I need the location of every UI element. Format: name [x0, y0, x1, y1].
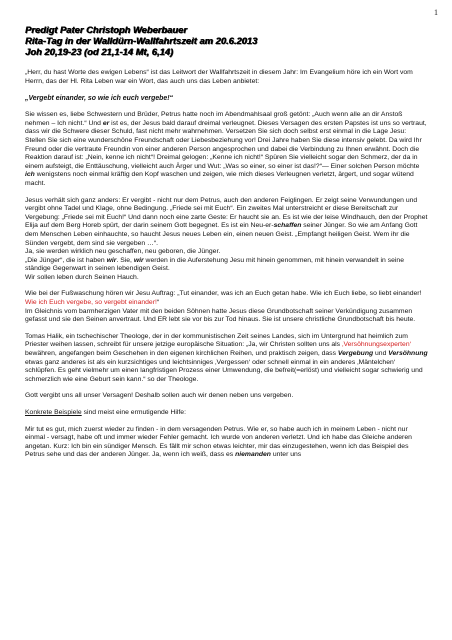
- text-run: Mir tut es gut, mich zuerst wieder zu finden - in dem versagenden Petrus. Wie er, so habe auch ich in meinem Leben - nicht nur einmal - versagt, habe oft und immer wieder Fehler gemacht. Ich wurde von anderen verletzt. Und ich habe das Gleiche anderen angetan. Kurz: Ich bin ein sündiger Mensch. Es fällt mir schon etwas leichter, mir das einzugestehen, wenn ich das Beispiel des Petrus sehe und das der anderen Jünger. Ja, wenn ich weiß, dass es: [25, 425, 412, 459]
- text-run: und: [373, 350, 389, 358]
- title-block: [25, 24, 428, 57]
- page-number: 1: [434, 8, 438, 17]
- underlined-text: Konkrete Beispiele: [25, 409, 82, 416]
- emphasis-vergebung: Vergebung: [337, 350, 374, 358]
- title-line-3: Joh 20,19-23 (od 21,1-14 Mt, 6,14): [25, 46, 173, 57]
- paragraph-6: [25, 409, 428, 418]
- text-run: unter uns: [270, 451, 302, 459]
- highlight-red: ‚Versöhnungsexperten‘: [341, 341, 412, 349]
- text-run: ist es, der Jesus bald darauf dreimal verleugnet. Dieses Versagen des ersten Papstes ist uns so vertraut, dass wir die Schwere dieser Schuld, fast nicht mehr wahrnehmen. Versetzen Sie sich doch selbst erst einmal in die Lage Jesu: Stellen Sie sich eine wunderschöne Freundschaft oder Liebesbeziehung vor! Drei Jahre haben Sie diese intensiv gelebt. Da wird Ihr Freund oder die vertraute Freundin von einer anderen Person angesprochen und dabei die Verbindung zu Ihnen erwähnt. Doch die Reaktion darauf ist: „Nein, kenne ich nicht“! Dreimal gelogen: „Kenne ich nicht!“ Spüren Sie vielleicht sogar den Schmerz, der da in einem aufsteigt, die Enttäuschung, vielleicht auch Ärger und Wut: „Was so einer, so einer ist das!?“— Einer solchen Person möchte: [25, 119, 427, 170]
- title-line-2: Rita-Tag in der Walldürn-Wallfahrtszeit am 20.6.2013: [25, 35, 258, 46]
- section-heading: „Vergebt einander, so wie ich euch vergebe!“: [25, 95, 173, 103]
- text-run: Sie wissen es, liebe Schwestern und Brüder, Petrus hatte noch im Abendmahlsaal groß getönt: „Auch wenn alle an dir Anstoß nehmen – Ich nicht.“ Und: [25, 111, 403, 127]
- text-run: “: [156, 299, 160, 307]
- text-run: . Sie,: [116, 256, 134, 264]
- emphasis-ich: ich: [25, 171, 35, 179]
- text-run: Wir sollen leben durch Seinen Hauch.: [25, 273, 139, 281]
- text-run: Tomas Halik, ein tschechischer Theologe, der in der kommunistischen Zeit seines Landes, sich im Untergrund hat heimlich zum Priester weihen lassen, schreibt für unsere jetzige europäische Situation: „Ja, wir Christen sollten uns als: [25, 332, 408, 349]
- text-run: „Die Jünger“, die ist haben: [25, 256, 107, 264]
- paragraph-5: Gott vergibt uns all unser Versagen! Deshalb sollen auch wir denen neben uns vergeben.: [25, 392, 294, 400]
- emphasis-wir: wir: [133, 256, 144, 264]
- paragraph-4: [25, 333, 428, 385]
- text-run: seiner Jünger. So wie am Anfang Gott dem Menschen Leben einhauchte, so haucht Jesus neues Leben ein, einen neuen Geist. „Empfangt heiligen Geist. Wem ihr die Sünden vergebt, dem sind sie vergeben …“.: [25, 222, 418, 247]
- text-run: sind meist eine ermutigende Hilfe:: [81, 409, 186, 416]
- paragraph-2: [25, 197, 428, 283]
- title-line-1: Predigt Pater Christoph Weberbauer: [25, 24, 187, 35]
- emphasis-wir: wir: [106, 256, 117, 264]
- text-run: etwas ganz anderes ist als ein kurzsichtiges und leichtsinniges ‚Vergessen‘ oder schnell einmal in ein anderes ‚Mäntelchen‘ schlüpfen. Es geht vielmehr um einen langfristigen Prozess einer Umwendung, die befreit(=erlöst) und vielleicht sogar schwierig und schmerzlich wie eine Geburt sein kann.“ so der Theologe.: [25, 358, 423, 383]
- intro-paragraph: „Herr, du hast Worte des ewigen Lebens“ ist das Leitwort der Wallfahrtszeit in diesem Jahr: Im Evangelium höre ich ein Wort vom Herrn, das der Hl. Rita Leben war ein Wort, das auch uns das Leben anbietet:: [25, 69, 413, 85]
- text-run: werden in die Auferstehung Jesu mit hinein genommen, mit hinein verwandelt in seine ständige Gegenwart in seinen lebendigen Geist.: [25, 256, 404, 273]
- paragraph-1: [25, 111, 428, 188]
- emphasis-niemanden: niemanden: [235, 451, 271, 459]
- text-run: Ja, sie werden wirklich neu geschaffen, neu geboren, die Jünger.: [25, 248, 221, 256]
- emphasis-schaffen: schaffen: [273, 222, 302, 230]
- text-run: bewähren, angefangen beim Geschehen in den eigenen kirchlichen Reihen, und praktisch zeigen, dass: [25, 350, 338, 358]
- text-run: Im Gleichnis vom barmherzigen Vater mit den beiden Söhnen hatte Jesus diese Grundbotschaft seiner Verkündigung zusammen gefasst und sie den Seinen anvertraut. Und ER lebt sie vor bis zur Tod hinaus. Sie ist unsere christliche Grundbotschaft bis heute.: [25, 307, 416, 324]
- paragraph-7: [25, 426, 428, 460]
- paragraph-3: [25, 290, 428, 324]
- highlight-red: Wie ich Euch vergebe, so vergebt einander!: [25, 299, 157, 307]
- text-run: Wie bei der Fußwaschung hören wir Jesu Auftrag: „Tut einander, was ich an Euch getan habe. Wie ich Euch liebe, so liebt einander!: [25, 290, 422, 298]
- text-run: Jesus verhält sich ganz anders: Er vergibt - nicht nur dem Petrus, auch den anderen Feiglingen. Er zeigt seine Verwundungen und vergibt ohne Tadel und Klage, ohne Bedingung. „Friede sei mit Euch“. Ein zweites Mal unterstreicht er diese Bereitschaft zur Vergebung: „Friede sei mit Euch!“ Und dann noch eine zarte Geste: Er haucht sie an. Es ist wie der leise Windhauch, den der Prophet Elija auf dem Berg Horeb spürt, der darin seinem Gott begegnet. Es ist ein Neu-er-: [25, 196, 428, 230]
- emphasis-versoehnung: Versöhnung: [388, 350, 428, 358]
- text-run: wenigstens noch einmal kräftig den Kopf waschen und zeigen, wie mich dieses Verleugnen verletzt, ärgert, und sogar wütend macht.: [25, 171, 414, 187]
- emphasis-er: er: [102, 119, 110, 127]
